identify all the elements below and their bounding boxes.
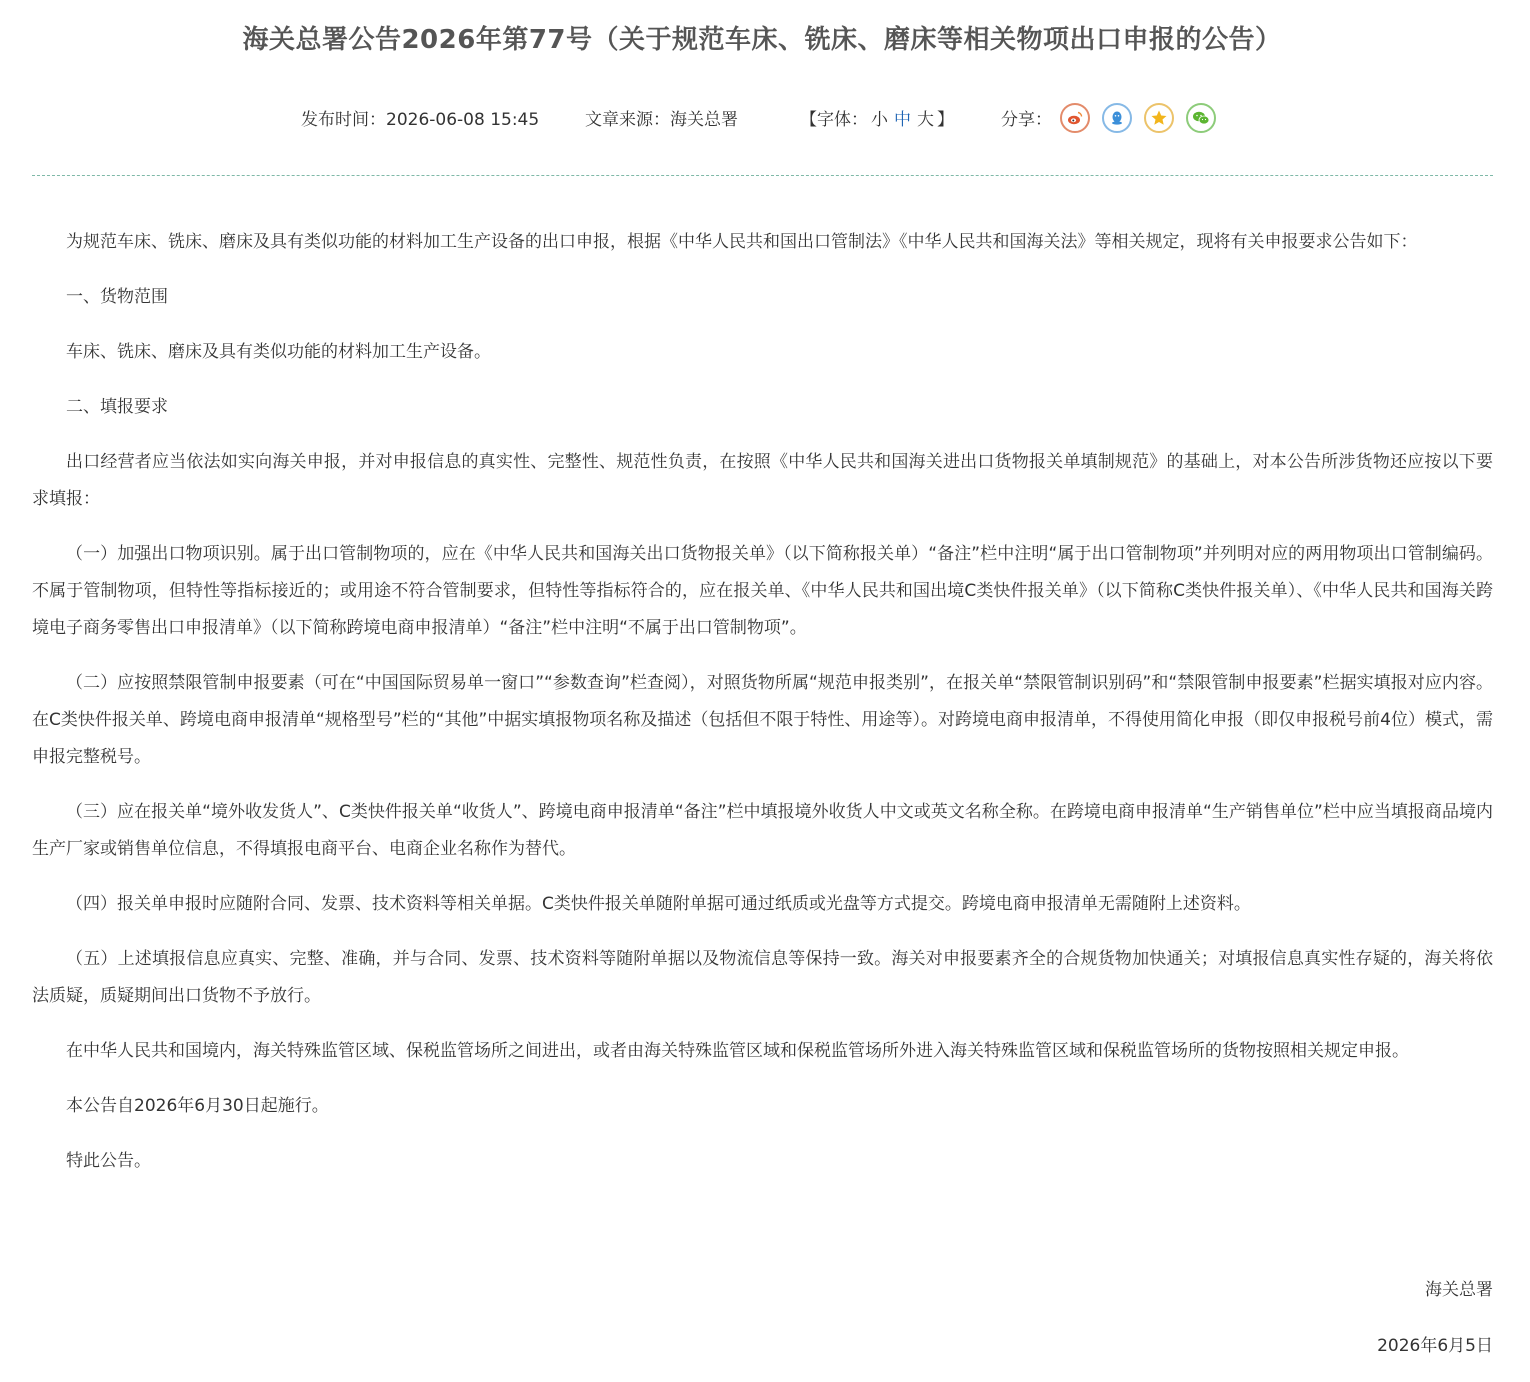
paragraph: 在中华人民共和国境内，海关特殊监管区域、保税监管场所之间进出，或者由海关特殊监管区域和保税监管场所外进入海关特殊监管区域和保税监管场所的货物按照相关规定申报。	[66, 1041, 1409, 1061]
header-divider	[32, 175, 1493, 176]
paragraph: （一）加强出口物项识别。属于出口管制物项的，应在《中华人民共和国海关出口货物报关单》（以下简称报关单）“备注”栏中注明“属于出口管制物项”并列明对应的两用物项出口管制编码。不属于管制物项，但特性等指标接近的；或用途不符合管制要求，但特性等指标符合的，应在报关单、《中华人民共和国出境C类快件报关单》（以下简称C类快件报关单）、《中华人民共和国海关跨境电子商务零售出口申报清单》（以下简称跨境电商申报清单）“备注”栏中注明“不属于出口管制物项”。	[32, 544, 1493, 638]
section-heading: 一、货物范围	[66, 287, 168, 307]
share-label: 分享：	[1001, 110, 1052, 130]
publish-info	[301, 100, 539, 140]
publish-label: 发布时间：	[301, 110, 386, 130]
signature-org: 海关总署	[1425, 1280, 1493, 1300]
paragraph: （五）上述填报信息应真实、完整、准确，并与合同、发票、技术资料等随附单据以及物流信息等保持一致。海关对申报要素齐全的合规货物加快通关；对填报信息真实性存疑的，海关将依法质疑，质疑期间出口货物不予放行。	[32, 949, 1493, 1006]
source-label: 文章来源：	[585, 110, 670, 130]
qq-icon[interactable]	[1102, 103, 1132, 133]
paragraph: 本公告自2026年6月30日起施行。	[66, 1096, 329, 1116]
wechat-icon[interactable]	[1186, 103, 1216, 133]
publish-time: 2026-06-08 15:45	[386, 110, 540, 130]
paragraph: 出口经营者应当依法如实向海关申报，并对申报信息的真实性、完整性、规范性负责，在按照《中华人民共和国海关进出口货物报关单填制规范》的基础上，对本公告所涉货物还应按以下要求填报：	[32, 452, 1493, 509]
paragraph: 特此公告。	[66, 1151, 151, 1171]
article-body	[32, 224, 1493, 1198]
paragraph: （四）报关单申报时应随附合同、发票、技术资料等相关单据。C类快件报关单随附单据可通过纸质或光盘等方式提交。跨境电商申报清单无需随附上述资料。	[66, 894, 1251, 914]
source-info	[585, 100, 738, 140]
section-heading: 二、填报要求	[66, 397, 168, 417]
article-meta	[0, 100, 1530, 140]
paragraph: 为规范车床、铣床、磨床及具有类似功能的材料加工生产设备的出口申报，根据《中华人民共和国出口管制法》《中华人民共和国海关法》等相关规定，现将有关申报要求公告如下：	[66, 232, 1418, 252]
signature-date: 2026年6月5日	[1377, 1336, 1493, 1356]
paragraph: （三）应在报关单“境外收发货人”、C类快件报关单“收货人”、跨境电商申报清单“备注”栏中填报境外收货人中文或英文名称全称。在跨境电商申报清单“生产销售单位”栏中应当填报商品境内生产厂家或销售单位信息，不得填报电商平台、电商企业名称作为替代。	[32, 802, 1493, 859]
article-title: 海关总署公告2026年第77号（关于规范车床、铣床、磨床等相关物项出口申报的公告）	[242, 25, 1282, 55]
paragraph: （二）应按照禁限管制申报要素（可在“中国国际贸易单一窗口”“参数查询”栏查阅），对照货物所属“规范申报类别”，在报关单“禁限管制识别码”和“禁限管制申报要素”栏据实填报对应内容。在C类快件报关单、跨境电商申报清单“规格型号”栏的“其他”中据实填报物项名称及描述（包括但不限于特性、用途等）。对跨境电商申报清单，不得使用简化申报（即仅申报税号前4位）模式，需申报完整税号。	[32, 673, 1493, 767]
weibo-icon[interactable]	[1060, 103, 1090, 133]
qzone-icon[interactable]	[1144, 103, 1174, 133]
font-size-large-link[interactable]: 大	[917, 110, 934, 130]
font-open-bracket: 【字体：	[800, 110, 868, 130]
font-size-small-link[interactable]: 小	[871, 110, 888, 130]
font-size-medium-link[interactable]: 中	[894, 110, 911, 130]
source-value: 海关总署	[670, 110, 738, 130]
font-size-switcher	[800, 100, 954, 140]
font-close-bracket: 】	[937, 110, 954, 130]
paragraph: 车床、铣床、磨床及具有类似功能的材料加工生产设备。	[66, 342, 491, 362]
